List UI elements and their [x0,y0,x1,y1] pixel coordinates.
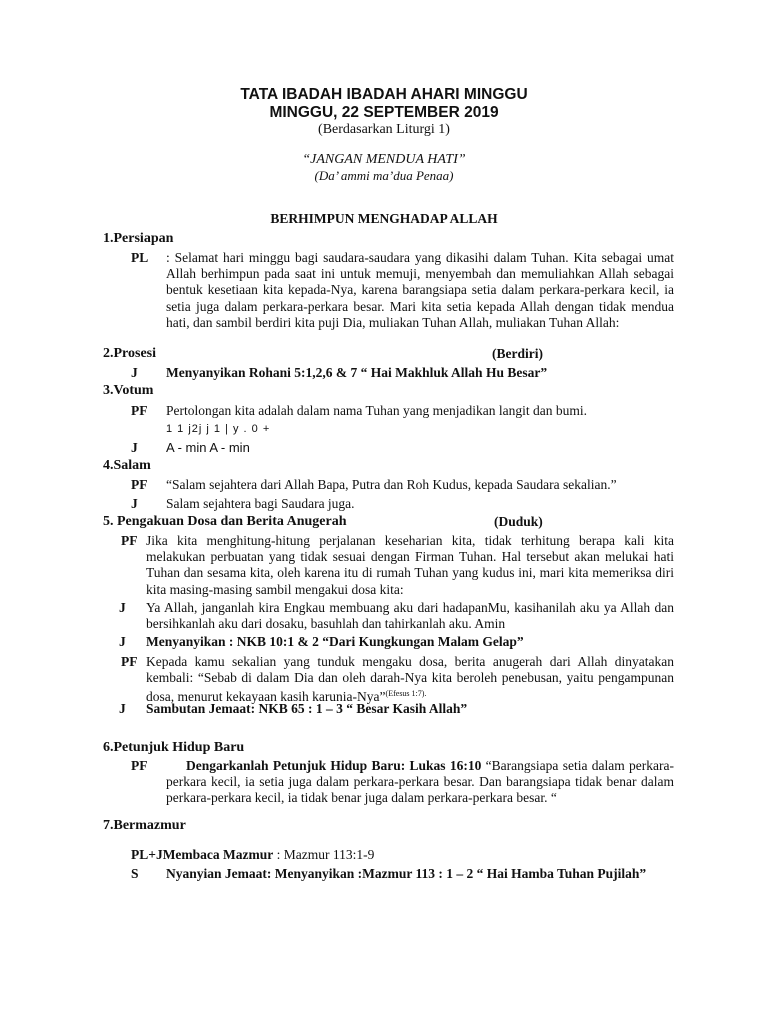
section-heading-petunjuk: 6.Petunjuk Hidup Baru [103,740,245,755]
psalm-reading [131,847,374,863]
song-line-prosesi: Menyanyikan Rohani 5:1,2,6 & 7 “ Hai Makhluk Allah Hu Besar” [166,365,548,380]
document-title: TATA IBADAH IBADAH AHARI MINGGU [240,86,528,103]
theme-title: “JANGAN MENDUA HATI” [302,152,466,167]
song-line-confession: Menyanyikan : NKB 10:1 & 2 “Dari Kungkungan Malam Gelap” [146,634,524,649]
theme-translation: (Da’ ammi ma’dua Penaa) [314,168,454,183]
speaker-label: PF [121,654,138,669]
speaker-label: PF [121,533,138,548]
amin-response: A - min A - min [166,440,250,455]
speaker-label: J [119,600,126,615]
psalm-reading-lead: PL+JMembaca Mazmur [131,847,274,862]
liturgy-text-persiapan: : Selamat hari minggu bagi saudara-saudara yang dikasihi dalam Tuhan. Kita sebagai umat Allah berhimpun pada saat ini untuk memuji, menyembah dan memuliahkan Allah sebagai bentuk kesetiaan kita kepada-Nya, karena barangsiapa setia dalam perkara-perkara kecil, ia setia juga dalam perkara-perkara besar. Mari kita setia kepada Allah dengan tidak mendua hati, dan sambil berdiri kita puji Dia, muliakan Tuhan Allah, muliakan Tuhan Allah: [166,250,674,330]
song-line-psalm: Nyanyian Jemaat: Menyanyikan :Mazmur 113 : 1 – 2 “ Hai Hamba Tuhan Pujilah” [166,866,647,881]
guidance-lead: Dengarkanlah Petunjuk Hidup Baru: Lukas 16:10 [186,758,482,773]
speaker-label: J [131,496,138,511]
document-date: MINGGU, 22 SEPTEMBER 2019 [269,104,499,121]
speaker-label: J [131,440,138,455]
speaker-label: PF [131,758,148,773]
section-heading-pengakuan: 5. Pengakuan Dosa dan Berita Anugerah [103,514,347,529]
part-title: BERHIMPUN MENGHADAP ALLAH [270,211,498,226]
speaker-label: J [131,365,138,380]
section-heading-salam: 4.Salam [103,458,151,473]
posture-label-prosesi: (Berdiri) [492,346,543,361]
posture-label-pengakuan: (Duduk) [494,514,543,529]
speaker-label: PF [131,403,148,418]
speaker-label: PF [131,477,148,492]
document-subtitle: (Berdasarkan Liturgi 1) [318,122,450,137]
speaker-label: PL [131,250,149,265]
section-heading-persiapan: 1.Persiapan [103,231,174,246]
section-heading-prosesi: 2.Prosesi [103,346,157,361]
scripture-reference: (Efesus 1:7). [385,689,427,699]
confession-prayer: Ya Allah, janganlah kira Engkau membuang aku dari hadapanMu, kasihanilah aku ya Allah dan bersihkanlah aku dari dosaku, basuhlah dan tahirkanlah aku. Amin [146,600,674,632]
psalm-reading-reference: : Mazmur 113:1-9 [273,847,375,862]
votum-text: Pertolongan kita adalah dalam nama Tuhan yang menjadikan langit dan bumi. [166,403,588,418]
salam-text: “Salam sejahtera dari Allah Bapa, Putra dan Roh Kudus, kepada Saudara sekalian.” [166,477,617,492]
speaker-label: S [131,866,139,881]
music-notation: 1 1 j2j j 1 | y . 0 + [166,423,271,435]
section-heading-votum: 3.Votum [103,383,154,398]
speaker-label: J [119,701,126,716]
song-line-response: Sambutan Jemaat: NKB 65 : 1 – 3 “ Besar Kasih Allah” [146,701,468,716]
guidance-scripture: “Barangsiapa setia dalam perkara-perkara kecil, ia setia juga dalam perkara-perkara besar. Dan barangsiapa tidak benar dalam perkara-perkara kecil, ia tidak benar juga dalam perkara-perkara besar. “ [166,758,675,806]
confession-invitation: Jika kita menghitung-hitung perjalanan keseharian kita, tidak terhitung berapa kali kita melakukan perbuatan yang tidak sesuai dengan Firman Tuhan. Hal tersebut akan melukai hati Tuhan dan sesama kita, oleh karena itu di rumah Tuhan yang kudus ini, mari kita memeriksa diri kita masing-masing sambil mengakui dosa kita: [146,533,674,597]
speaker-label: J [119,634,126,649]
grace-announcement [146,654,674,706]
new-life-guidance [166,758,674,807]
grace-announcement-text: Kepada kamu sekalian yang tunduk mengaku dosa, berita anugerah dari Allah dinyatakan kembali: “Sebab di dalam Dia dan oleh darah-Nya kita beroleh penebusan, yaitu pengampunan dosa, menurut kekayaan kasih karunia-Nya” [146,654,674,705]
section-heading-bermazmur: 7.Bermazmur [103,818,186,833]
salam-response: Salam sejahtera bagi Saudara juga. [166,496,355,511]
